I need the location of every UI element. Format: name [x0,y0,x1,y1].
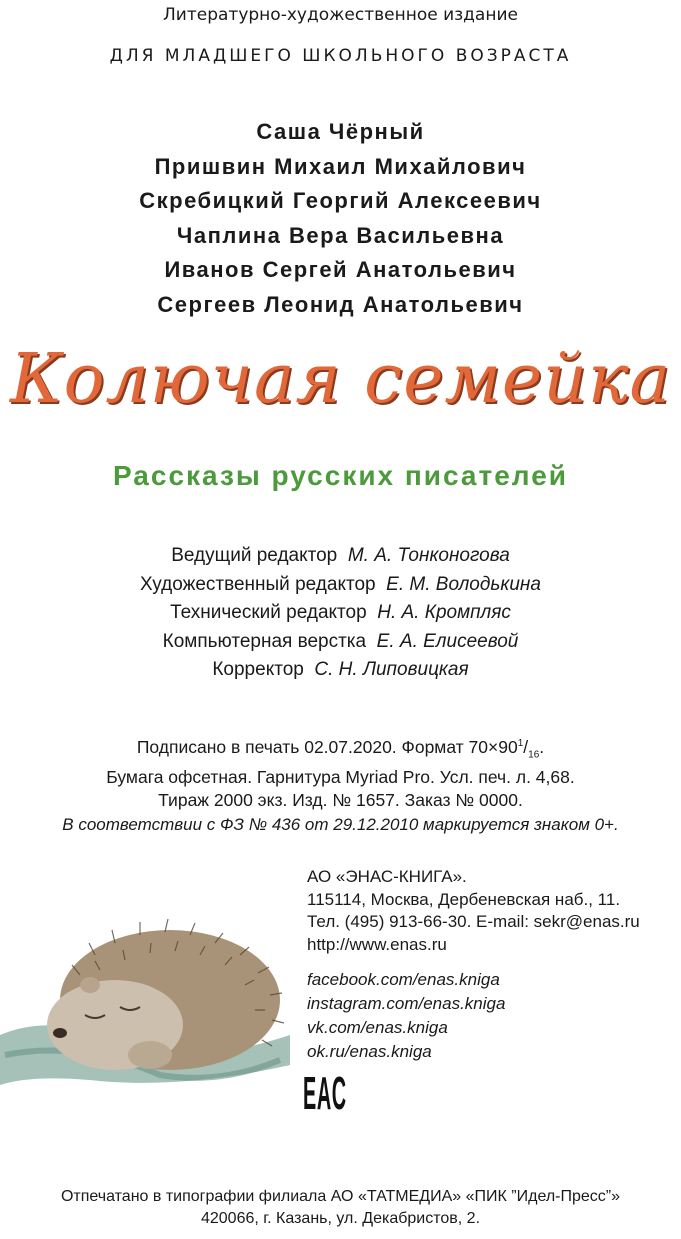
editor-name: М. А. Тонконогова [347,545,510,566]
genre-line: Литературно-художественное издание [163,5,518,25]
editors-list [0,542,681,685]
editor-name: Н. А. Кромпляс [377,602,511,623]
editor-line [0,571,681,600]
editor-line [0,628,681,657]
social-facebook[interactable]: facebook.com/enas.kniga [307,970,500,989]
editor-line [0,542,681,571]
editor-role: Художественный редактор [140,573,376,595]
book-subtitle: Рассказы русских писателей [113,460,568,491]
publisher-address: 115114, Москва, Дербеневская наб., 11. [307,889,621,909]
publisher-website[interactable]: http://www.enas.ru [307,934,447,954]
author: Пришвин Михаил Михайлович [154,153,527,179]
social-vk[interactable]: vk.com/enas.kniga [307,1018,448,1037]
print-paper: Бумага офсетная. Гарнитура Myriad Pro. Усл. печ. л. 4,68. [106,767,575,788]
publisher-name: АО «ЭНАС-КНИГА». [307,867,467,886]
editor-line [0,656,681,685]
author: Саша Чёрный [256,119,425,144]
publisher-block [307,866,640,956]
author: Скребицкий Георгий Алексеевич [139,188,542,213]
editor-role: Ведущий редактор [171,545,338,566]
social-links [307,968,505,1064]
print-run: Тираж 2000 экз. Изд. № 1657. Заказ № 0000. [158,790,523,811]
audience-line: ДЛЯ МЛАДШЕГО ШКОЛЬНОГО ВОЗРАСТА [109,46,572,66]
editor-name: С. Н. Липовицкая [314,659,469,680]
editor-role: Компьютерная верстка [162,630,367,652]
author: Сергеев Леонид Анатольевич [157,291,524,317]
editor-name: Е. М. Володькина [386,573,541,595]
authors-list [0,115,681,322]
printer-address: 420066, г. Казань, ул. Декабристов, 2. [200,1210,481,1227]
editor-line [0,599,681,628]
format-sub: 16 [528,749,540,761]
editor-role: Технический редактор [170,602,367,623]
printer-name: Отпечатано в типографии филиала АО «ТАТМЕДИА» «ПИК ”Идел-Пресс”» [60,1188,621,1205]
printer-info [0,1186,681,1230]
social-ok[interactable]: ok.ru/enas.kniga [307,1042,432,1061]
eac-mark-icon [303,1067,363,1120]
social-instagram[interactable]: instagram.com/enas.kniga [307,994,506,1013]
eac-mark-text: EAC [303,1067,347,1120]
editor-name: Е. А. Елисеевой [376,630,519,652]
print-info [0,732,681,812]
hedgehog-illustration [0,915,295,1095]
law-notice: В соответствии с ФЗ № 436 от 29.12.2010 маркируется знаком 0+. [62,815,619,834]
author: Чаплина Вера Васильевна [176,222,505,248]
signed-text: Подписано в печать 02.07.2020. Формат 70×90 [136,736,518,757]
author: Иванов Сергей Анатольевич [164,257,517,282]
format-sup: 1 [517,738,524,749]
book-title: Колючая семейка [9,340,672,419]
editor-role: Корректор [212,659,304,680]
publisher-contacts: Тел. (495) 913-66-30. E-mail: sekr@enas.ru [307,912,640,931]
print-signed: Подписано в печать 02.07.2020. Формат $70\times 90^1/_{16}$. [136,736,545,761]
